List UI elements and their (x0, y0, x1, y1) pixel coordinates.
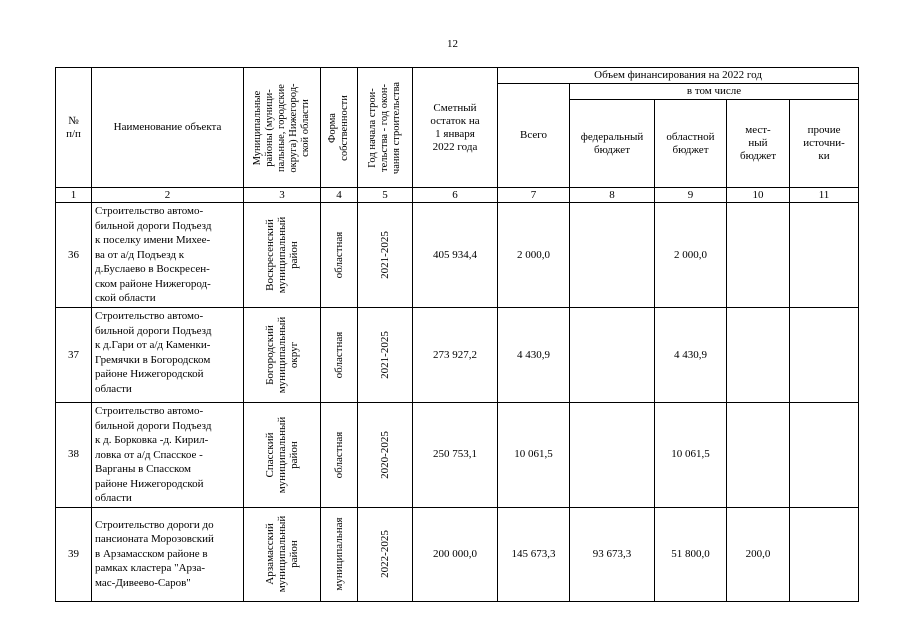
district-cell: Воскресенский муниципальный район (244, 203, 321, 308)
page-number: 12 (447, 38, 458, 50)
years-cell: 2021-2025 (358, 308, 413, 403)
row-num: 38 (56, 403, 92, 508)
col-number: 1 (56, 188, 92, 203)
years-cell: 2020-2025 (358, 403, 413, 508)
total-cell: 2 000,0 (498, 203, 570, 308)
local-cell (727, 403, 790, 508)
years-cell: 2022-2025 (358, 507, 413, 601)
table-row (56, 203, 859, 308)
row-num: 36 (56, 203, 92, 308)
col-number: 11 (790, 188, 859, 203)
table-row (56, 403, 859, 508)
total-cell: 10 061,5 (498, 403, 570, 508)
header-total: Всего (498, 84, 570, 188)
financing-table (55, 67, 859, 602)
other-cell (790, 507, 859, 601)
header-other: прочие источни- ки (790, 100, 859, 188)
district-cell: Арзамасский муниципальный район (244, 507, 321, 601)
ownership-cell: муниципальная (321, 507, 358, 601)
district-cell: Богородский муниципальный округ (244, 308, 321, 403)
district-cell: Спасский муниципальный район (244, 403, 321, 508)
balance-cell: 273 927,2 (413, 308, 498, 403)
table-row (56, 308, 859, 403)
other-cell (790, 203, 859, 308)
col-number: 9 (655, 188, 727, 203)
col-number: 3 (244, 188, 321, 203)
ownership-cell: областная (321, 403, 358, 508)
col-number: 4 (321, 188, 358, 203)
total-cell: 4 430,9 (498, 308, 570, 403)
total-cell: 145 673,3 (498, 507, 570, 601)
header-local: мест- ный бюджет (727, 100, 790, 188)
object-name: Строительство автомо- бильной дороги Подъезд к д. Борковка -д. Кирил- ловка от а/д Спасское - Варганы в Спасском районе Нижегородской области (92, 403, 244, 508)
balance-cell: 405 934,4 (413, 203, 498, 308)
row-num: 37 (56, 308, 92, 403)
col-number: 2 (92, 188, 244, 203)
local-cell (727, 308, 790, 403)
balance-cell: 250 753,1 (413, 403, 498, 508)
col-number: 8 (570, 188, 655, 203)
object-name: Строительство автомо- бильной дороги Подъезд к поселку имени Михее- ва от а/д Подъезд к д.Буслаево в Воскресен- ском районе Нижегород- ской области (92, 203, 244, 308)
table-row (56, 507, 859, 601)
object-name: Строительство автомо- бильной дороги Подъезд к д.Гари от а/д Каменки- Гремячки в Богородском районе Нижегородской области (92, 308, 244, 403)
federal-cell (570, 403, 655, 508)
header-funding-group: Объем финансирования на 2022 год (498, 68, 859, 84)
local-cell (727, 203, 790, 308)
col-number: 5 (358, 188, 413, 203)
local-cell: 200,0 (727, 507, 790, 601)
header-num: № п/п (56, 68, 92, 188)
years-cell: 2021-2025 (358, 203, 413, 308)
header-district: Муниципальные районы (муници- пальные, городские округа) Нижегород- ской области (244, 68, 321, 188)
regional-cell: 4 430,9 (655, 308, 727, 403)
header-federal: федеральный бюджет (570, 100, 655, 188)
federal-cell (570, 203, 655, 308)
other-cell (790, 403, 859, 508)
header-including-group: в том числе (570, 84, 859, 100)
row-num: 39 (56, 507, 92, 601)
col-number: 6 (413, 188, 498, 203)
ownership-cell: областная (321, 203, 358, 308)
header-regional: областной бюджет (655, 100, 727, 188)
col-number: 10 (727, 188, 790, 203)
federal-cell (570, 308, 655, 403)
col-number: 7 (498, 188, 570, 203)
regional-cell: 51 800,0 (655, 507, 727, 601)
header-years: Год начала строи- тельства - год окон- чания строительства (358, 68, 413, 188)
other-cell (790, 308, 859, 403)
ownership-cell: областная (321, 308, 358, 403)
federal-cell: 93 673,3 (570, 507, 655, 601)
balance-cell: 200 000,0 (413, 507, 498, 601)
header-balance: Сметный остаток на 1 января 2022 года (413, 68, 498, 188)
object-name: Строительство дороги до пансионата Морозовский в Арзамасском районе в рамках кластера "Арза- мас-Дивеево-Саров" (92, 507, 244, 601)
regional-cell: 10 061,5 (655, 403, 727, 508)
regional-cell: 2 000,0 (655, 203, 727, 308)
header-ownership: Форма собственности (321, 68, 358, 188)
column-numbers-row (56, 188, 859, 203)
header-name: Наименование объекта (92, 68, 244, 188)
